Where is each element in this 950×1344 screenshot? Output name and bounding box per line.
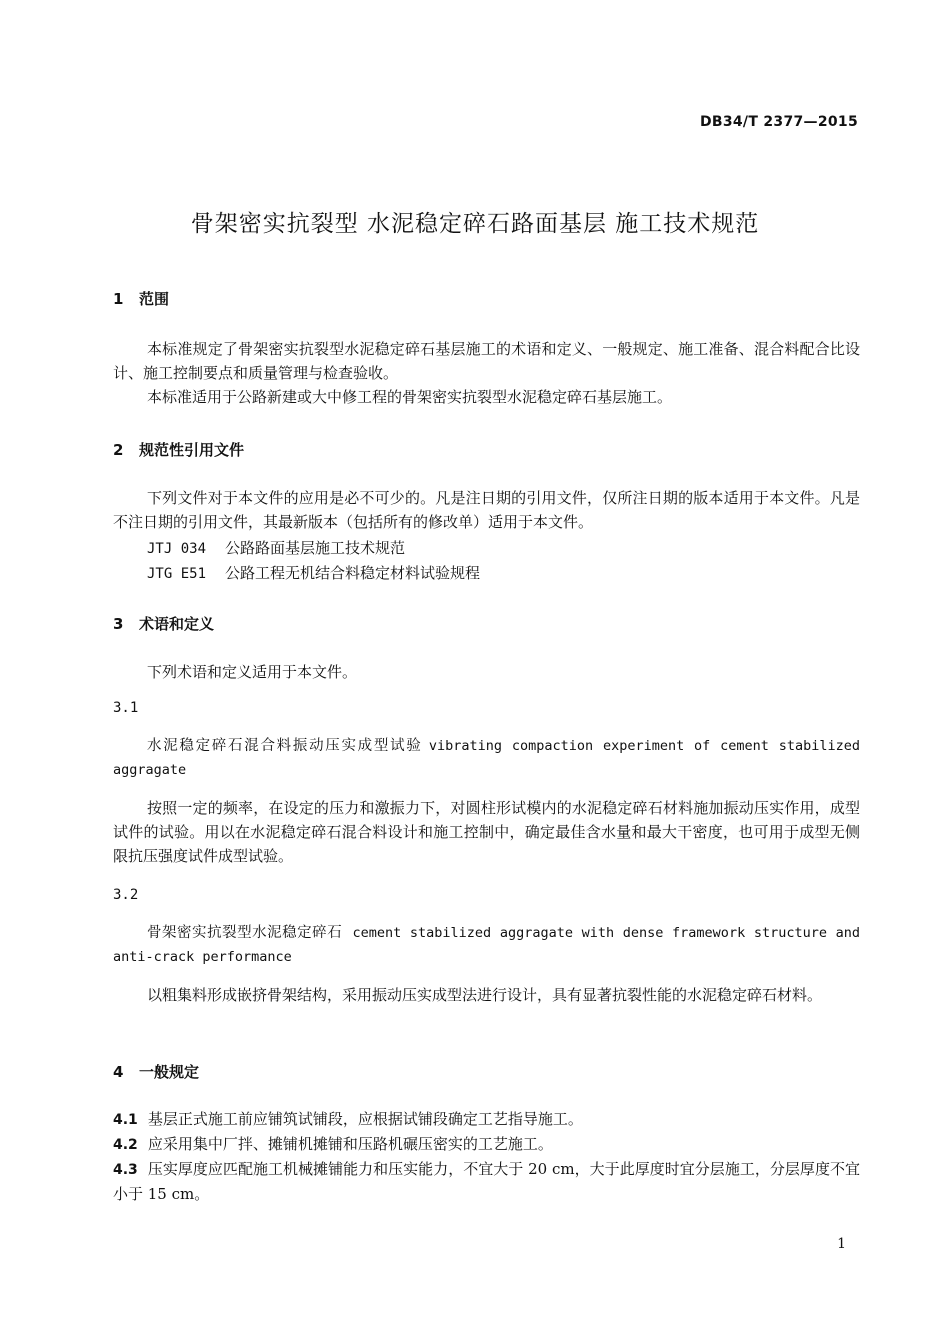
scope-paragraph-2: 本标准适用于公路新建或大中修工程的骨架密实抗裂型水泥稳定碎石基层施工。 — [147, 388, 673, 406]
term-heading — [113, 921, 860, 969]
section-number: 4 — [113, 1063, 124, 1081]
clause-item — [113, 1157, 860, 1206]
reference-code: JTG E51 — [147, 566, 207, 582]
standard-number: DB34/T 2377—2015 — [699, 114, 858, 130]
document-title: 骨架密实抗裂型 水泥稳定碎石路面基层 施工技术规范 — [190, 211, 760, 237]
term-english: cement stabilized aggragate with dense framework structure and anti-crack performance — [113, 925, 861, 965]
clause-text: 压实厚度应匹配施工机械摊铺能力和压实能力，不宜大于 20 cm，大于此厚度时宜分层施工，分层厚度不宜小于 15 cm。 — [113, 1160, 860, 1203]
section-number: 2 — [113, 441, 124, 459]
clause-item — [113, 1107, 860, 1132]
clause-item — [113, 1132, 860, 1157]
section-heading-3 — [113, 613, 214, 634]
section-heading-2 — [113, 439, 244, 460]
section-title: 一般规定 — [139, 1063, 200, 1081]
term-english: vibrating compaction experiment of cement stabilized aggragate — [113, 738, 861, 778]
section-heading-1 — [113, 288, 169, 309]
reference-name: 公路工程无机结合料稳定材料试验规程 — [225, 564, 481, 582]
term-chinese: 水泥稳定碎石混合料振动压实成型试验 — [147, 738, 423, 754]
clause-number: 4.1 — [113, 1112, 138, 1128]
reference-item — [147, 537, 405, 558]
section-title: 范围 — [139, 290, 170, 308]
terms-intro: 下列术语和定义适用于本文件。 — [147, 663, 358, 681]
reference-name: 公路路面基层施工技术规范 — [225, 539, 406, 557]
term-number: 3.2 — [113, 887, 139, 903]
scope-paragraph-1: 本标准规定了骨架密实抗裂型水泥稳定碎石基层施工的术语和定义、一般规定、施工准备、混合料配合比设计、施工控制要点和质量管理与检查验收。 — [113, 340, 860, 382]
term-chinese: 骨架密实抗裂型水泥稳定碎石 — [147, 925, 343, 941]
page-number: 1 — [837, 1236, 846, 1252]
section-heading-4 — [113, 1061, 199, 1082]
term-definition: 按照一定的频率，在设定的压力和激振力下，对圆柱形试模内的水泥稳定碎石材料施加振动压实作用，成型试件的试验。用以在水泥稳定碎石混合料设计和施工控制中，确定最佳含水量和最大干密度，也可用于成型无侧限抗压强度试件成型试验。 — [113, 799, 860, 865]
section-number: 1 — [113, 290, 124, 308]
clause-text: 应采用集中厂拌、摊铺机摊铺和压路机碾压密实的工艺施工。 — [147, 1135, 553, 1153]
clause-number: 4.2 — [113, 1137, 138, 1153]
clause-text: 基层正式施工前应铺筑试铺段，应根据试铺段确定工艺指导施工。 — [147, 1110, 583, 1128]
term-heading — [113, 734, 860, 782]
section-number: 3 — [113, 615, 124, 633]
term-definition: 以粗集料形成嵌挤骨架结构，采用振动压实成型法进行设计，具有显著抗裂性能的水泥稳定碎石材料。 — [147, 986, 823, 1004]
reference-item — [147, 562, 480, 583]
section-title: 规范性引用文件 — [139, 441, 245, 459]
clause-number: 4.3 — [113, 1162, 138, 1178]
reference-code: JTJ 034 — [147, 541, 207, 557]
term-number: 3.1 — [113, 700, 139, 716]
references-intro: 下列文件对于本文件的应用是必不可少的。凡是注日期的引用文件，仅所注日期的版本适用于本文件。凡是不注日期的引用文件，其最新版本（包括所有的修改单）适用于本文件。 — [113, 489, 860, 531]
section-title: 术语和定义 — [139, 615, 215, 633]
